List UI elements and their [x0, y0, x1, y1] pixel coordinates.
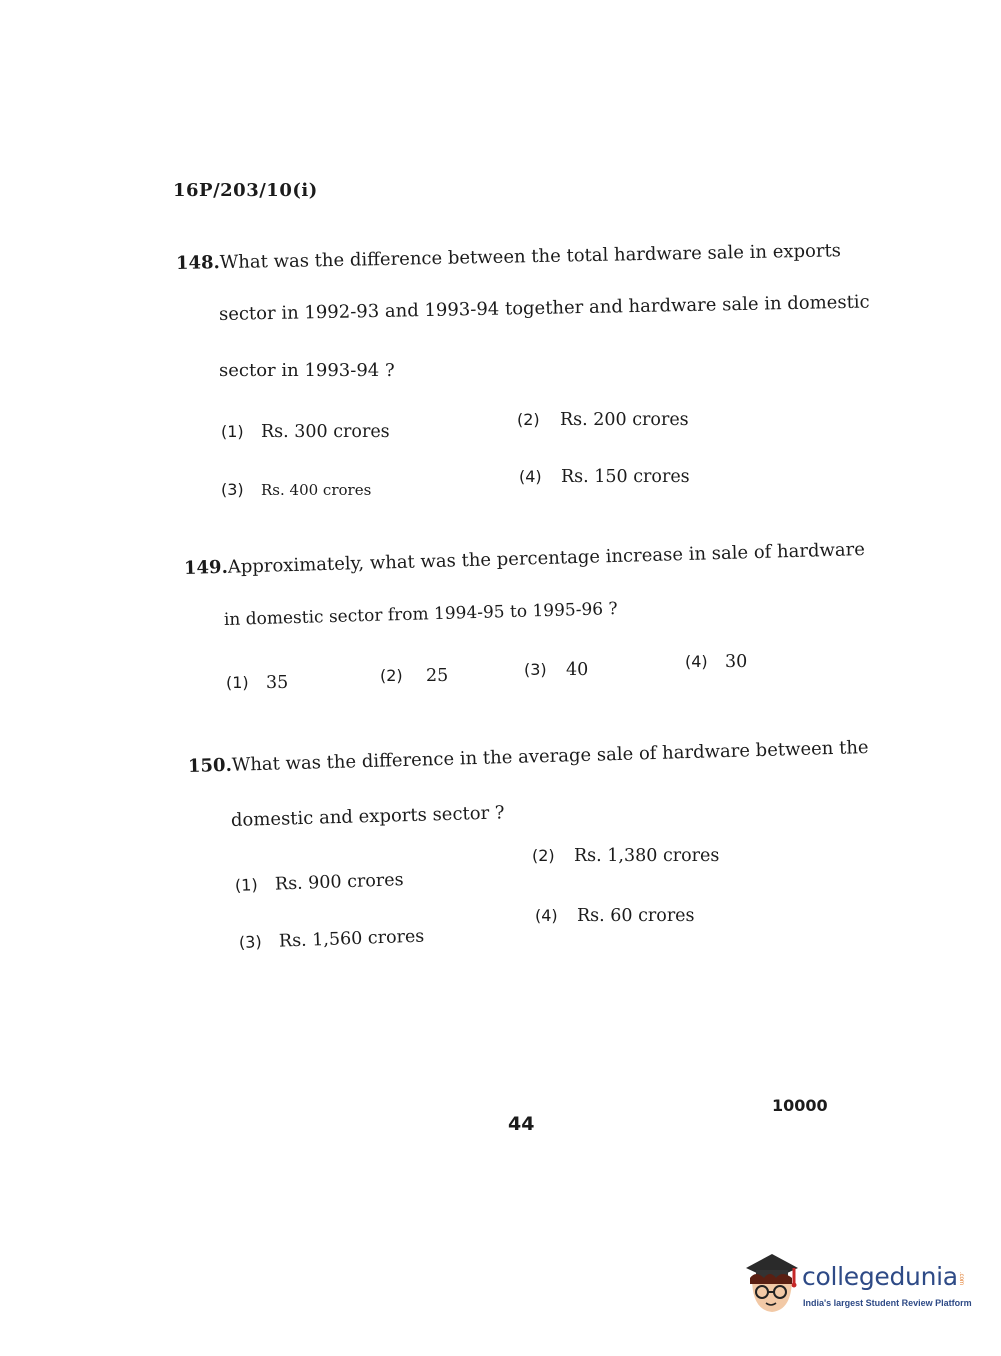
option-text: Rs. 150 crores — [561, 467, 690, 487]
question-149-line-2: in domestic sector from 1994-95 to 1995-96 ? — [223, 599, 618, 630]
option-text: Rs. 60 crores — [577, 906, 695, 926]
question-148-line-2: sector in 1992-93 and 1993-94 together and hardware sale in domestic — [218, 291, 870, 325]
option-number: (3) — [524, 660, 547, 679]
question-text: What was the difference in the average sale of hardware between the — [231, 736, 869, 776]
option-text: Rs. 300 crores — [261, 422, 390, 442]
option-number: (4) — [535, 906, 558, 925]
logo-tagline: India's largest Student Review Platform — [803, 1298, 972, 1308]
paper-code: 16P/203/10(i) — [173, 180, 318, 201]
question-150-line-1 — [187, 736, 869, 777]
logo-brand: collegedunia — [802, 1262, 958, 1291]
option-text: 25 — [426, 666, 449, 686]
question-text: What was the difference between the total hardware sale in exports — [219, 240, 842, 274]
copies-count: 10000 — [772, 1096, 828, 1115]
option-text: Rs. 400 crores — [261, 481, 372, 499]
q149-option-1 — [226, 673, 288, 693]
q150-option-1 — [235, 870, 404, 896]
question-150-line-2: domestic and exports sector ? — [230, 802, 505, 831]
option-text: 40 — [566, 660, 589, 680]
collegedunia-logo — [742, 1248, 972, 1323]
option-number: (1) — [226, 673, 249, 692]
option-number: (1) — [221, 422, 244, 441]
option-number: (3) — [221, 480, 244, 499]
question-text: Approximately, what was the percentage increase in sale of hardware — [227, 538, 866, 578]
q148-option-4 — [519, 467, 690, 487]
option-number: (4) — [519, 467, 542, 486]
q150-option-3 — [239, 927, 425, 953]
question-number: 149. — [183, 556, 229, 579]
option-text: 35 — [266, 673, 289, 693]
option-text: Rs. 900 crores — [274, 870, 404, 895]
question-number: 148. — [175, 252, 221, 274]
option-number: (1) — [234, 875, 258, 895]
option-number: (2) — [517, 410, 540, 429]
q150-option-2 — [532, 846, 719, 866]
option-text: Rs. 1,560 crores — [278, 926, 425, 952]
q149-option-4 — [685, 652, 747, 672]
mascot-icon — [742, 1248, 800, 1318]
option-text: Rs. 200 crores — [560, 410, 689, 430]
option-text: 30 — [725, 652, 748, 672]
question-148-line-1 — [176, 242, 841, 273]
option-number: (2) — [532, 846, 555, 865]
q149-option-3 — [524, 660, 588, 680]
page-number: 44 — [508, 1113, 535, 1135]
q148-option-2 — [517, 410, 689, 430]
q148-option-3 — [221, 480, 371, 499]
q149-option-2 — [380, 666, 448, 686]
q148-option-1 — [221, 422, 390, 442]
option-number: (4) — [685, 652, 708, 671]
q150-option-4 — [535, 906, 695, 926]
question-148-line-3: sector in 1993-94 ? — [219, 360, 395, 381]
option-number: (3) — [238, 932, 262, 952]
logo-suffix: .com — [958, 1272, 964, 1286]
question-number: 150. — [187, 754, 233, 777]
question-149-line-1 — [183, 538, 866, 579]
option-number: (2) — [380, 666, 403, 685]
option-text: Rs. 1,380 crores — [574, 846, 720, 866]
